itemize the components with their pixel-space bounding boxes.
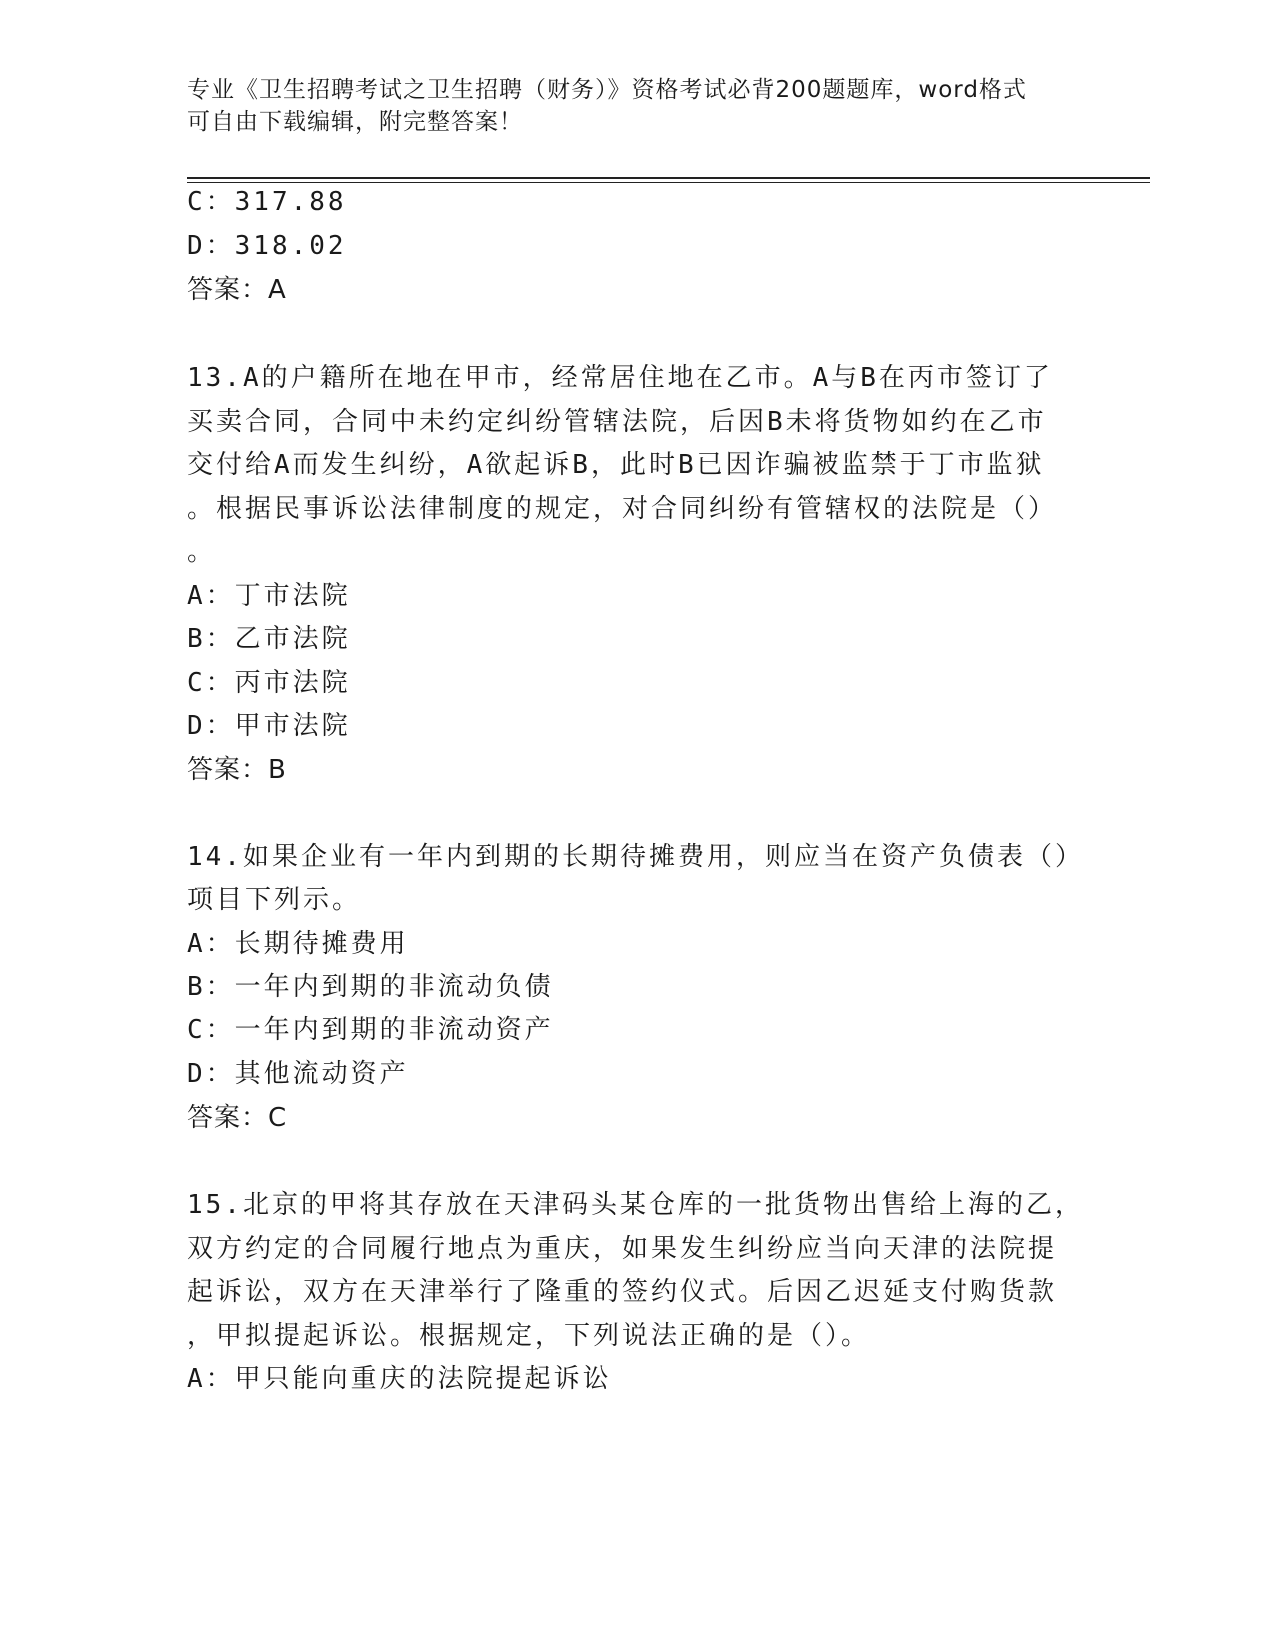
header-title-line-2: 可自由下载编辑，附完整答案！	[187, 109, 523, 135]
q13-text-line-4: 。根据民事诉讼法律制度的规定，对合同纠纷有管辖权的法院是（）	[187, 494, 1058, 524]
q15-text-line-2: 双方约定的合同履行地点为重庆，如果发生纠纷应当向天津的法院提	[187, 1234, 1058, 1264]
q15-text-line-1: 15.北京的甲将其存放在天津码头某仓库的一批货物出售给上海的乙，	[187, 1190, 1084, 1220]
q14-option-d: D：其他流动资产	[187, 1059, 409, 1089]
q13-text-line-5: 。	[187, 537, 217, 567]
q15-text-line-4: ，甲拟提起诉讼。根据规定，下列说法正确的是（）。	[187, 1321, 871, 1351]
q13-answer: 答案：B	[187, 755, 287, 785]
header-divider-thick	[187, 177, 1150, 179]
q14-answer: 答案：C	[187, 1103, 288, 1133]
header-title-line-1: 专业《卫生招聘考试之卫生招聘（财务）》资格考试必背200题题库，word格式	[187, 77, 1027, 103]
q13-option-b: B：乙市法院	[187, 624, 351, 654]
q13-text-line-3: 交付给A而发生纠纷，A欲起诉B，此时B已因诈骗被监禁于丁市监狱	[187, 450, 1045, 480]
prev-option-d: D：318.02	[187, 231, 347, 261]
q15-option-a: A：甲只能向重庆的法院提起诉讼	[187, 1364, 612, 1394]
q13-option-d: D：甲市法院	[187, 711, 351, 741]
document-header	[187, 74, 1087, 138]
q14-option-b: B：一年内到期的非流动负债	[187, 972, 554, 1002]
prev-answer: 答案：A	[187, 275, 287, 305]
q14-option-c: C：一年内到期的非流动资产	[187, 1015, 554, 1045]
q13-option-a: A：丁市法院	[187, 581, 351, 611]
q15-text-line-3: 起诉讼，双方在天津举行了隆重的签约仪式。后因乙迟延支付购货款	[187, 1277, 1058, 1307]
q13-text-line-2: 买卖合同，合同中未约定纠纷管辖法院，后因B未将货物如约在乙市	[187, 407, 1047, 437]
prev-option-c: C：317.88	[187, 187, 347, 217]
header-divider-thin	[187, 182, 1150, 183]
q13-option-c: C：丙市法院	[187, 668, 351, 698]
q14-text-line-1: 14.如果企业有一年内到期的长期待摊费用，则应当在资产负债表（）	[187, 842, 1084, 872]
q13-text-line-1: 13.A的户籍所在地在甲市，经常居住地在乙市。A与B在丙市签订了	[187, 363, 1053, 393]
q14-option-a: A：长期待摊费用	[187, 929, 409, 959]
q14-text-line-2: 项目下列示。	[187, 885, 362, 915]
